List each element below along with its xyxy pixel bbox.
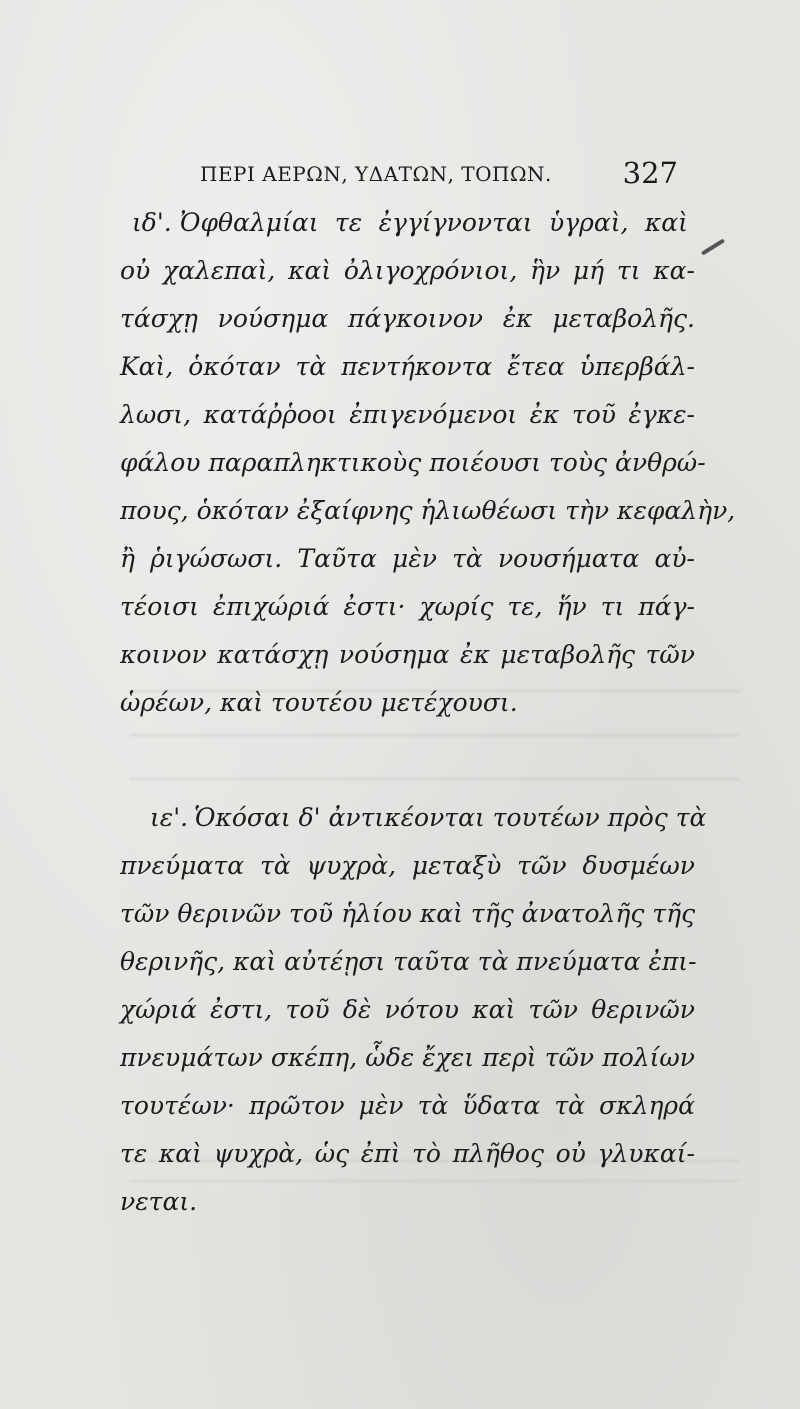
text-line: πνεύματα τὰ ψυχρὰ, μεταξὺ τῶν δυσμέων xyxy=(120,851,695,880)
text-line: λωσι, κατάῤῥοοι ἐπιγενόμενοι ἐκ τοῦ ἐγκε- xyxy=(120,400,695,429)
text-line: Ὁκόσαι δ' ἀντικέονται τουτέων πρὸς τὰ xyxy=(194,803,707,832)
running-head xyxy=(200,156,680,196)
text-line: ὡρέων, καὶ τουτέου μετέχουσι. xyxy=(120,688,518,717)
text-line: οὐ χαλεπαὶ, καὶ ὀλιγοχρόνιοι, ἣν μή τι κα- xyxy=(120,256,695,285)
text-line: τέοισι ἐπιχώριά ἐστι· χωρίς τε, ἥν τι πάγ- xyxy=(120,592,695,621)
section-number: ιε'. xyxy=(150,803,189,832)
text-line: κοινον κατάσχῃ νούσημα ἐκ μεταβολῆς τῶν xyxy=(120,640,695,669)
text-line: πους, ὁκόταν ἐξαίφνης ἡλιωθέωσι τὴν κεφαλὴν, xyxy=(120,496,736,525)
text-line: τε καὶ ψυχρὰ, ὡς ἐπὶ τὸ πλῆθος οὐ γλυκαί- xyxy=(120,1139,695,1168)
text-line: νεται. xyxy=(120,1187,198,1216)
text-line: τῶν θερινῶν τοῦ ἡλίου καὶ τῆς ἀνατολῆς τῆς xyxy=(120,899,696,928)
page-number: 327 xyxy=(622,156,678,190)
section-number: ιδ'. xyxy=(132,208,172,237)
pen-mark xyxy=(701,238,725,255)
text-line: Ὀφθαλμίαι τε ἐγγίγνονται ὑγραὶ, καὶ xyxy=(180,208,688,237)
text-line: φάλου παραπληκτικοὺς ποιέουσι τοὺς ἀνθρώ- xyxy=(120,448,706,477)
text-line: τουτέων· πρῶτον μὲν τὰ ὕδατα τὰ σκληρά xyxy=(120,1091,695,1120)
text-line: Καὶ, ὁκόταν τὰ πεντήκοντα ἔτεα ὑπερβάλ- xyxy=(120,352,695,381)
text-line: ἢ ῥιγώσωσι. Ταῦτα μὲν τὰ νουσήματα αὐ- xyxy=(120,544,695,573)
text-line: θερινῆς, καὶ αὐτέῃσι ταῦτα τὰ πνεύματα ἐπι- xyxy=(120,947,697,976)
text-line: χώριά ἐστι, τοῦ δὲ νότου καὶ τῶν θερινῶν xyxy=(120,995,695,1024)
text-line: πνευμάτων σκέπη, ὧδε ἔχει περὶ τῶν πολίων xyxy=(120,1043,695,1072)
running-head-title: ΠΕΡΙ ΑΕΡΩΝ, ΥΔΑΤΩΝ, ΤΟΠΩΝ. xyxy=(200,162,552,186)
text-line: τάσχῃ νούσημα πάγκοινον ἐκ μεταβολῆς. xyxy=(120,304,695,333)
